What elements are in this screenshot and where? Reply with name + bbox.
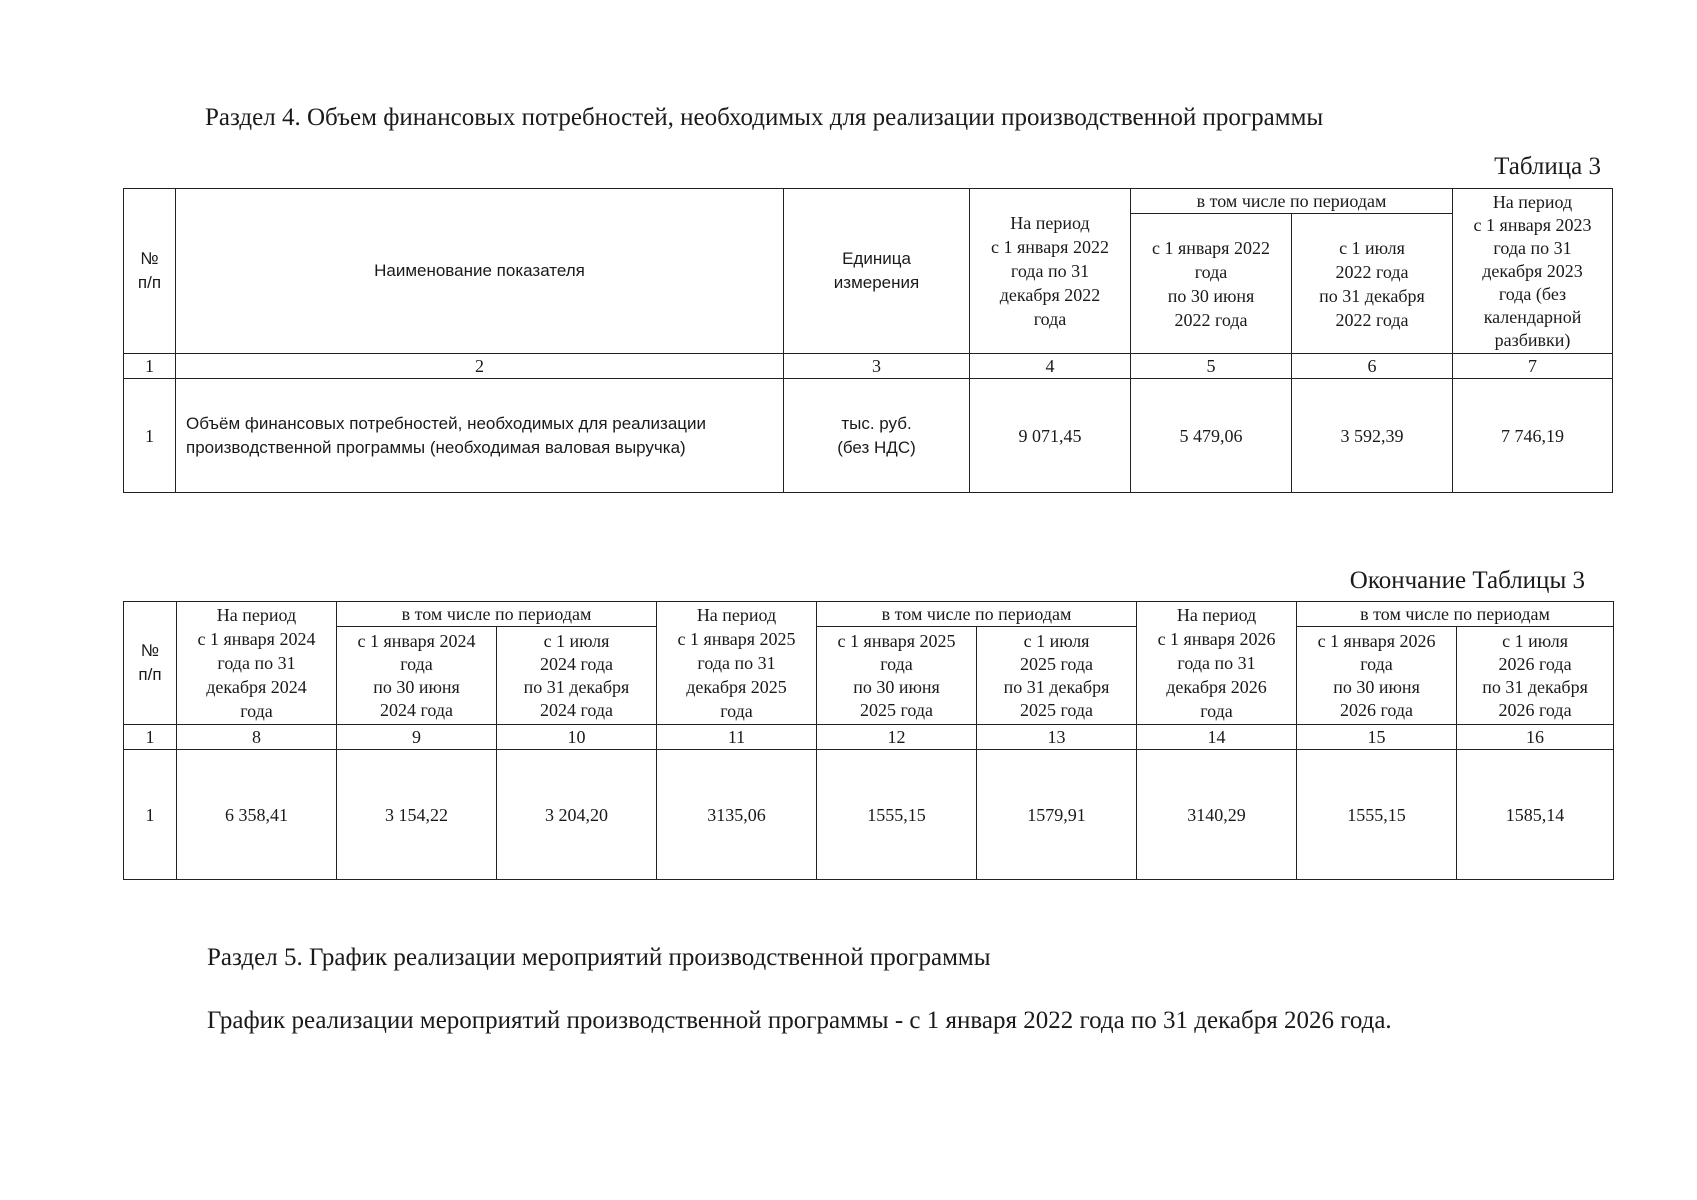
table3-caption: Таблица 3 <box>1494 153 1601 180</box>
value-2025: 3135,06 <box>657 750 817 880</box>
col-number: 5 <box>1131 354 1292 379</box>
col-number: 12 <box>817 725 977 750</box>
value-2026: 3140,29 <box>1137 750 1297 880</box>
header-num: № п/п <box>124 189 176 354</box>
section4-title: Раздел 4. Объем финансовых потребностей, необходимых для реализации производственной программы <box>205 104 1324 131</box>
col-number: 11 <box>657 725 817 750</box>
header-h2-2024: с 1 июля 2024 года по 31 декабря 2024 года <box>497 627 657 725</box>
table3-end <box>123 601 1614 880</box>
table3-end-caption: Окончание Таблицы 3 <box>1349 567 1585 594</box>
value-2022: 9 071,45 <box>970 379 1131 493</box>
header-h1-2022: с 1 января 2022 года по 30 июня 2022 года <box>1131 214 1292 354</box>
col-number: 2 <box>176 354 784 379</box>
header-period-2025: На период с 1 января 2025 года по 31 декабря 2025 года <box>657 602 817 725</box>
value-2024-h1: 3 154,22 <box>337 750 497 880</box>
header-period-2023: На период с 1 января 2023 года по 31 декабря 2023 года (без календарной разбивки) <box>1453 189 1613 354</box>
col-number: 3 <box>784 354 970 379</box>
table-row <box>124 750 1614 880</box>
section5-text: График реализации мероприятий производственной программы - с 1 января 2022 года по 31 декабря 2026 года. <box>207 1007 1392 1034</box>
value-2024: 6 358,41 <box>177 750 337 880</box>
col-number: 15 <box>1297 725 1457 750</box>
col-number: 13 <box>977 725 1137 750</box>
col-number: 6 <box>1292 354 1453 379</box>
value-2025-h2: 1579,91 <box>977 750 1137 880</box>
value-2022-h2: 3 592,39 <box>1292 379 1453 493</box>
col-number: 8 <box>177 725 337 750</box>
value-2023: 7 746,19 <box>1453 379 1613 493</box>
header-name: Наименование показателя <box>176 189 784 354</box>
value-2026-h2: 1585,14 <box>1457 750 1614 880</box>
col-number: 9 <box>337 725 497 750</box>
header-h1-2026: с 1 января 2026 года по 30 июня 2026 года <box>1297 627 1457 725</box>
header-period-2024: На период с 1 января 2024 года по 31 декабря 2024 года <box>177 602 337 725</box>
col-number: 16 <box>1457 725 1614 750</box>
col-number: 10 <box>497 725 657 750</box>
header-num: № п/п <box>124 602 177 725</box>
header-group-2022: в том числе по периодам <box>1131 189 1453 214</box>
table3 <box>123 188 1613 493</box>
value-2022-h1: 5 479,06 <box>1131 379 1292 493</box>
header-group-2024: в том числе по периодам <box>337 602 657 627</box>
value-2025-h1: 1555,15 <box>817 750 977 880</box>
value-2024-h2: 3 204,20 <box>497 750 657 880</box>
header-unit: Единица измерения <box>784 189 970 354</box>
table-row <box>124 379 1613 493</box>
col-number: 4 <box>970 354 1131 379</box>
header-group-2026: в том числе по периодам <box>1297 602 1614 627</box>
header-h2-2022: с 1 июля 2022 года по 31 декабря 2022 года <box>1292 214 1453 354</box>
header-h1-2024: с 1 января 2024 года по 30 июня 2024 года <box>337 627 497 725</box>
header-group-2025: в том числе по периодам <box>817 602 1137 627</box>
header-period-2026: На период с 1 января 2026 года по 31 декабря 2026 года <box>1137 602 1297 725</box>
col-number: 1 <box>124 354 176 379</box>
row-unit: тыс. руб. (без НДС) <box>784 379 970 493</box>
col-number: 7 <box>1453 354 1613 379</box>
col-number: 1 <box>124 725 177 750</box>
header-period-2022: На период с 1 января 2022 года по 31 декабря 2022 года <box>970 189 1131 354</box>
value-2026-h1: 1555,15 <box>1297 750 1457 880</box>
row-num: 1 <box>124 379 176 493</box>
row-name: Объём финансовых потребностей, необходимых для реализации производственной программы (необходимая валовая выручка) <box>176 379 784 493</box>
col-number: 14 <box>1137 725 1297 750</box>
header-h2-2026: с 1 июля 2026 года по 31 декабря 2026 года <box>1457 627 1614 725</box>
header-h2-2025: с 1 июля 2025 года по 31 декабря 2025 года <box>977 627 1137 725</box>
header-h1-2025: с 1 января 2025 года по 30 июня 2025 года <box>817 627 977 725</box>
row-num: 1 <box>124 750 177 880</box>
section5-title: Раздел 5. График реализации мероприятий производственной программы <box>207 944 991 971</box>
